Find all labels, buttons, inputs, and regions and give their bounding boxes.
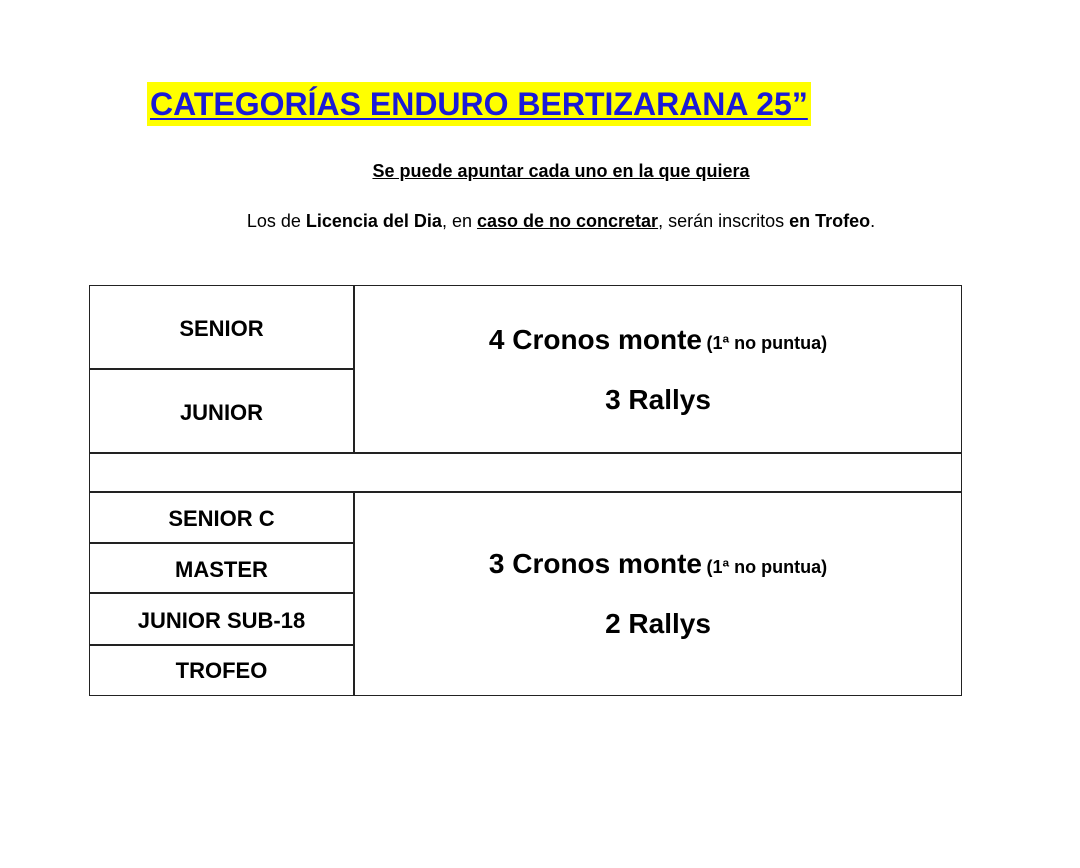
table-cell <box>353 285 962 454</box>
group1-cronos <box>354 324 962 356</box>
category-master: MASTER <box>175 557 268 582</box>
category-trofeo: TROFEO <box>175 658 268 683</box>
title-highlight <box>147 82 811 126</box>
category-senior: SENIOR <box>179 316 264 341</box>
group2-rallys: 2 Rallys <box>605 608 711 639</box>
note-en-trofeo: en Trofeo <box>789 211 871 231</box>
note-text-3: , serán inscritos <box>658 211 790 231</box>
note-text-2: , en <box>441 211 477 231</box>
category-junior: JUNIOR <box>179 400 264 425</box>
registration-note <box>0 211 1080 232</box>
group2-cronos <box>354 548 962 580</box>
subtitle: Se puede apuntar cada uno en la que quiera <box>372 161 750 181</box>
group1-cronos-text: 4 Cronos monte <box>488 324 703 355</box>
note-text-1: Los de <box>246 211 306 231</box>
group2-cronos-note: (1ª no puntua) <box>706 557 828 577</box>
note-text-4: . <box>870 211 876 231</box>
group1-rallys: 3 Rallys <box>605 384 711 415</box>
group2-cronos-text: 3 Cronos monte <box>488 548 703 579</box>
categories-table <box>89 285 962 696</box>
table-cell <box>353 491 962 696</box>
page-title: CATEGORÍAS ENDURO BERTIZARANA 25” <box>150 86 808 122</box>
group1-cronos-note: (1ª no puntua) <box>706 333 828 353</box>
category-senior-c: SENIOR C <box>168 506 275 531</box>
table-spacer-row <box>89 452 962 493</box>
note-caso: caso de no concretar <box>476 211 659 231</box>
note-licencia: Licencia del Dia <box>305 211 442 231</box>
category-junior-sub18: JUNIOR SUB-18 <box>137 608 306 633</box>
